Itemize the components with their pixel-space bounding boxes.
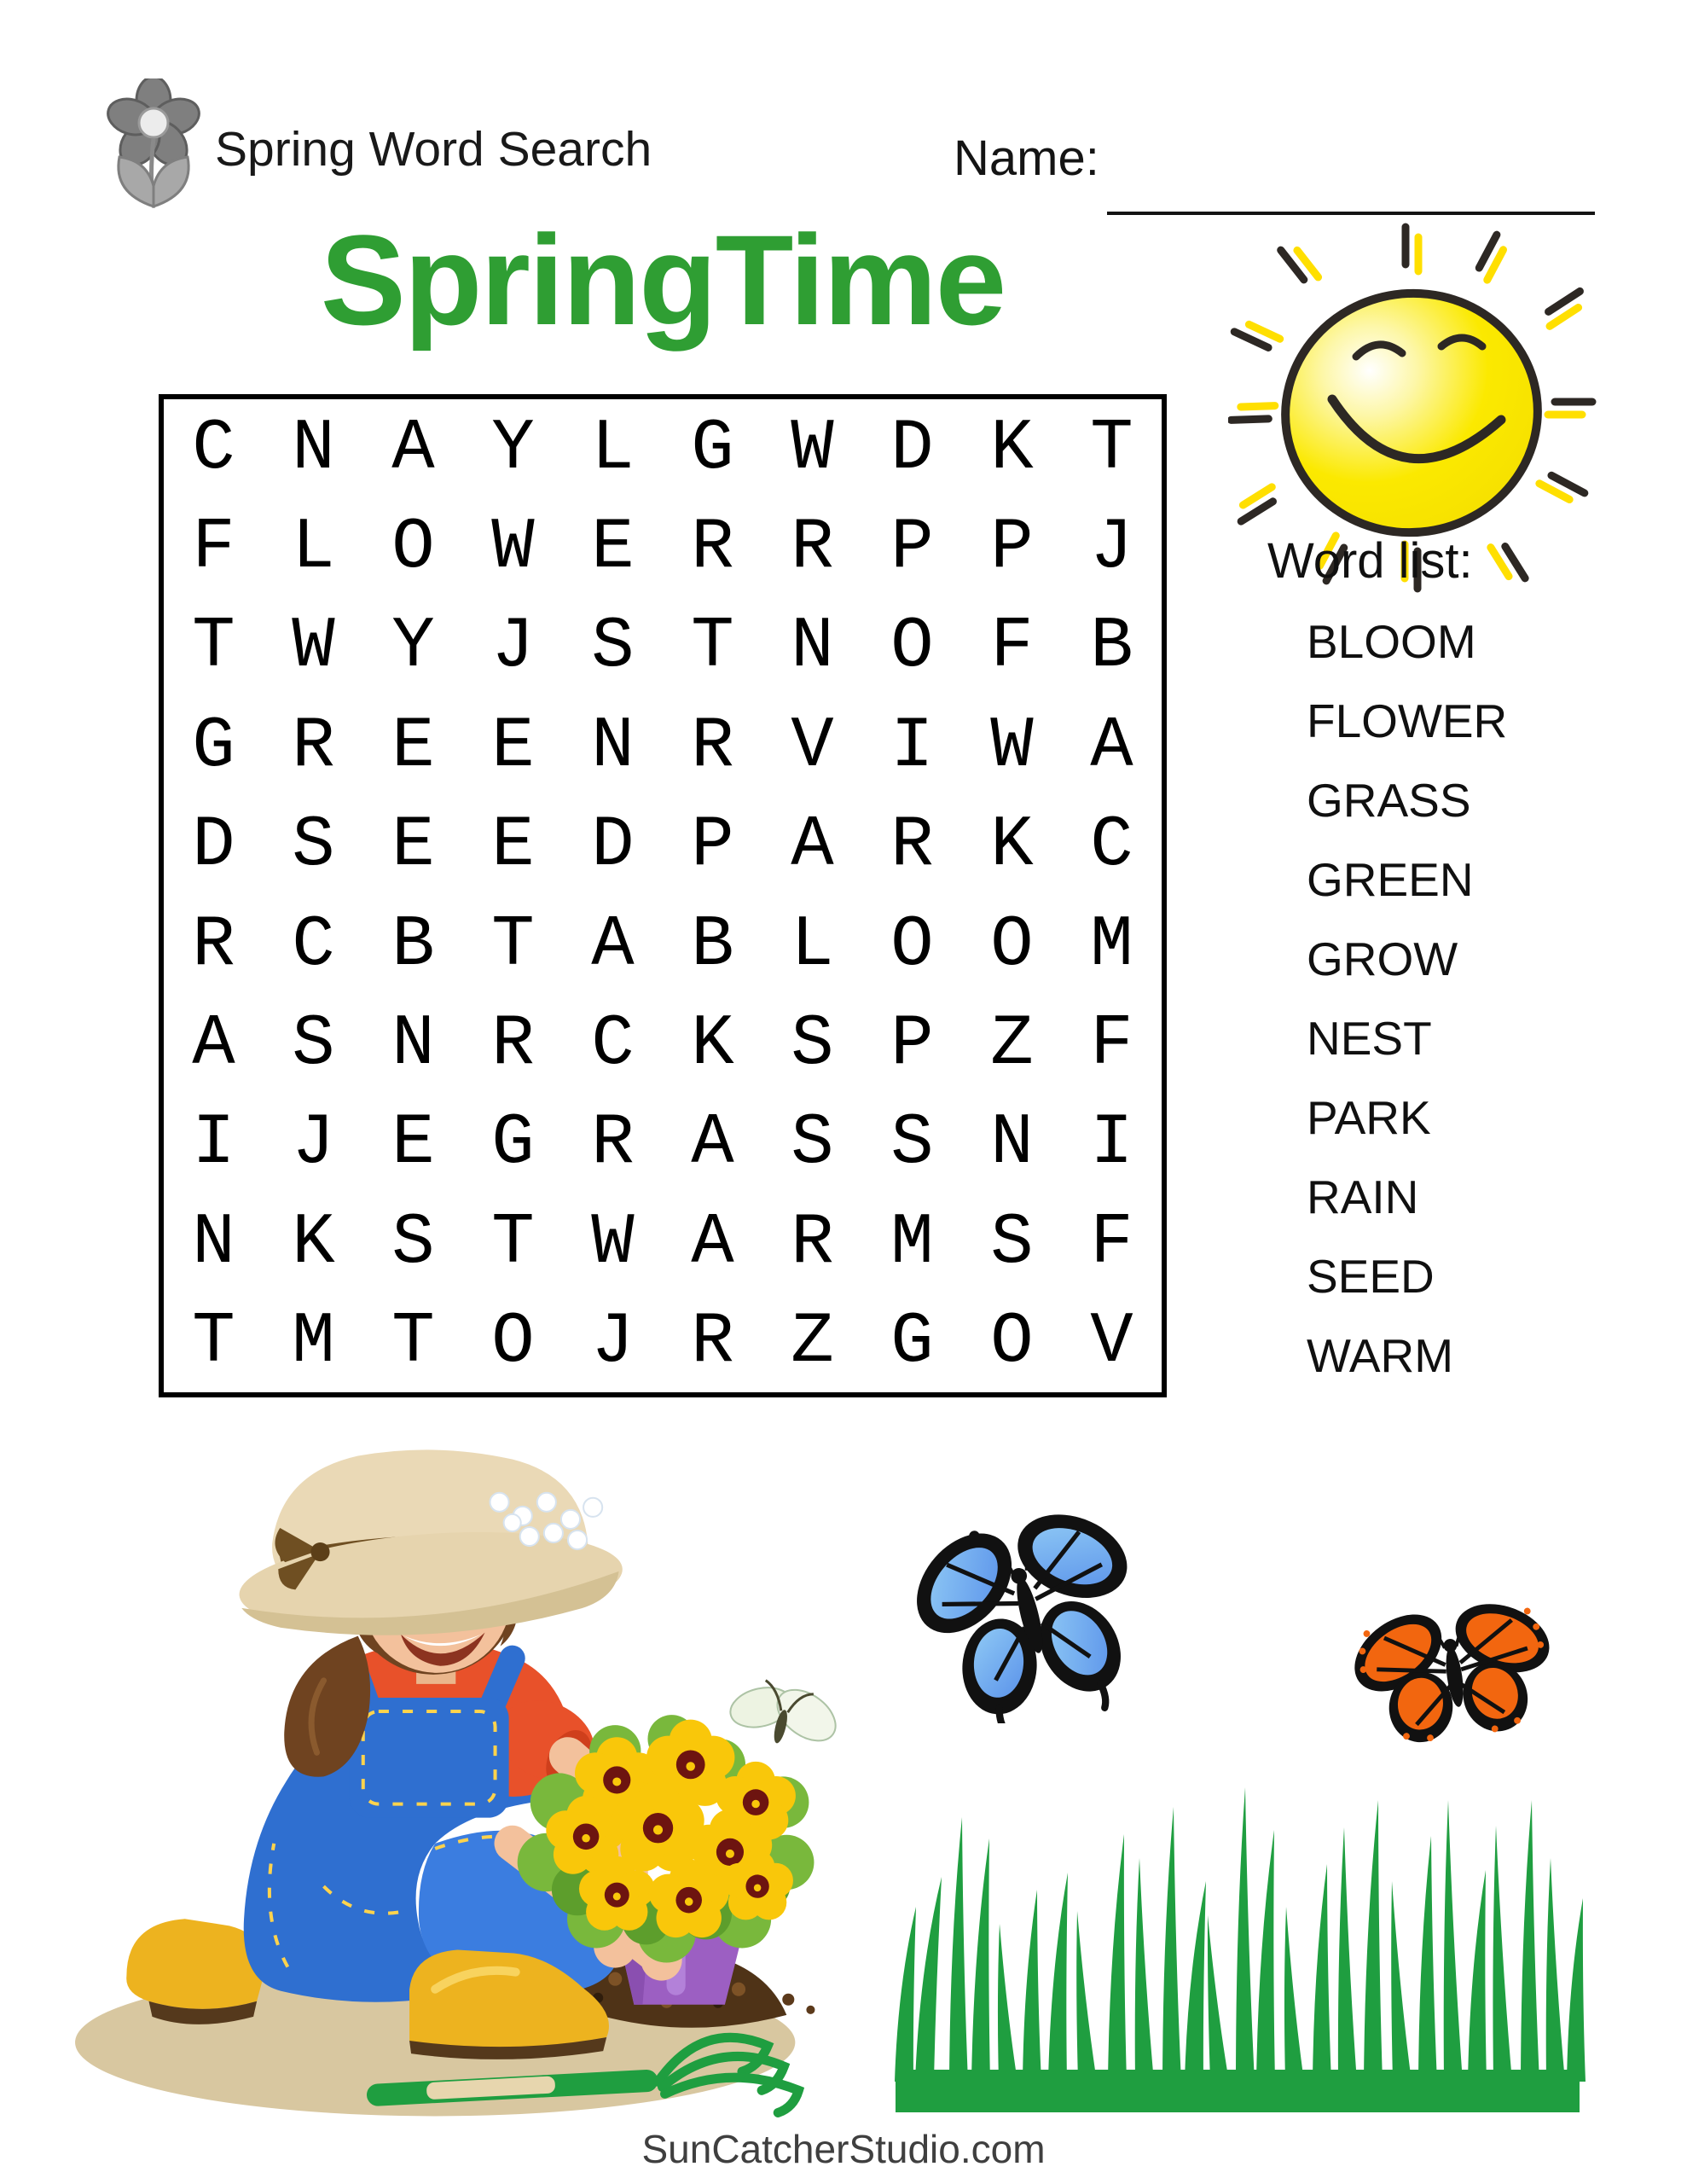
page-title: Spring Word Search (215, 122, 652, 177)
grid-cell[interactable]: B (1090, 607, 1133, 688)
word-item: WARM (1307, 1329, 1454, 1382)
grid-cell[interactable]: S (990, 1202, 1034, 1284)
word-grid (164, 399, 1162, 1392)
grid-cell[interactable]: C (192, 408, 235, 490)
grid-cell[interactable]: T (1090, 408, 1133, 490)
grid-cell[interactable]: K (990, 805, 1034, 887)
word-item: BLOOM (1307, 615, 1476, 668)
grid-cell[interactable]: E (391, 706, 435, 787)
name-blank-line[interactable] (1107, 169, 1595, 215)
grid-cell[interactable]: W (791, 408, 834, 490)
grid-cell[interactable]: M (1090, 904, 1133, 986)
grid-cell[interactable]: O (491, 1302, 535, 1384)
grid-cell[interactable]: R (691, 508, 734, 590)
grid-cell[interactable]: F (1090, 1004, 1133, 1086)
grass-illustration (880, 1781, 1601, 2116)
word-item: PARK (1307, 1091, 1431, 1144)
grid-cell[interactable]: N (791, 607, 834, 688)
grid-cell[interactable]: J (491, 607, 535, 688)
grid-cell[interactable]: E (491, 805, 535, 887)
grid-cell[interactable]: V (1090, 1302, 1133, 1384)
grid-cell[interactable]: T (491, 904, 535, 986)
grid-cell[interactable]: Y (391, 607, 435, 688)
grid-cell[interactable]: J (1090, 508, 1133, 590)
grid-cell[interactable]: I (890, 706, 934, 787)
word-item: NEST (1307, 1012, 1432, 1065)
grid-cell[interactable]: A (591, 904, 635, 986)
grid-cell[interactable]: S (791, 1103, 834, 1185)
word-list-label: Word list: (1267, 533, 1473, 589)
grid-cell[interactable]: E (491, 706, 535, 787)
grid-cell[interactable]: D (890, 408, 934, 490)
grid-cell[interactable]: R (591, 1103, 635, 1185)
grid-cell[interactable]: B (691, 904, 734, 986)
grid-cell[interactable]: F (990, 607, 1034, 688)
grid-cell[interactable]: I (1090, 1103, 1133, 1185)
grid-cell[interactable]: N (990, 1103, 1034, 1185)
grid-cell[interactable]: G (192, 706, 235, 787)
grid-cell[interactable]: R (791, 508, 834, 590)
white-butterfly-icon (718, 1665, 851, 1758)
grid-cell[interactable]: C (292, 904, 335, 986)
grid-cell[interactable]: Z (990, 1004, 1034, 1086)
word-item: GRASS (1307, 774, 1471, 827)
grid-cell[interactable]: W (491, 508, 535, 590)
grid-cell[interactable]: N (391, 1004, 435, 1086)
grid-cell[interactable]: S (890, 1103, 934, 1185)
grid-cell[interactable]: Z (791, 1302, 834, 1384)
grid-cell[interactable]: N (192, 1202, 235, 1284)
grid-cell[interactable]: K (691, 1004, 734, 1086)
grid-cell[interactable]: T (192, 1302, 235, 1384)
grid-cell[interactable]: L (292, 508, 335, 590)
grid-cell[interactable]: A (391, 408, 435, 490)
grid-cell[interactable]: O (890, 607, 934, 688)
grid-cell[interactable]: R (691, 706, 734, 787)
grid-cell[interactable]: F (1090, 1202, 1133, 1284)
grid-cell[interactable]: S (292, 1004, 335, 1086)
grid-cell[interactable]: G (691, 408, 734, 490)
grid-cell[interactable]: E (391, 1103, 435, 1185)
grid-cell[interactable]: T (391, 1302, 435, 1384)
grid-cell[interactable]: L (591, 408, 635, 490)
grid-cell[interactable]: R (292, 706, 335, 787)
grid-cell[interactable]: A (1090, 706, 1133, 787)
grid-cell[interactable]: T (192, 607, 235, 688)
grid-cell[interactable]: O (990, 904, 1034, 986)
grid-cell[interactable]: R (890, 805, 934, 887)
grid-cell[interactable]: S (791, 1004, 834, 1086)
grid-cell[interactable]: T (691, 607, 734, 688)
puzzle-title: SpringTime (320, 208, 1006, 351)
grid-cell[interactable]: D (192, 805, 235, 887)
grid-cell[interactable]: B (391, 904, 435, 986)
grid-cell[interactable]: F (192, 508, 235, 590)
grid-cell[interactable]: W (292, 607, 335, 688)
word-item: SEED (1307, 1250, 1435, 1303)
grid-cell[interactable]: Y (491, 408, 535, 490)
grid-cell[interactable]: G (491, 1103, 535, 1185)
grid-cell[interactable]: O (391, 508, 435, 590)
monarch-butterfly-icon (1349, 1585, 1558, 1756)
word-item: GREEN (1307, 853, 1474, 906)
grid-cell[interactable]: L (791, 904, 834, 986)
grid-cell[interactable]: G (890, 1302, 934, 1384)
grid-cell[interactable]: A (691, 1103, 734, 1185)
sun-hat (236, 1449, 626, 1647)
grid-cell[interactable]: C (1090, 805, 1133, 887)
grid-cell[interactable]: P (890, 1004, 934, 1086)
grid-cell[interactable]: S (591, 607, 635, 688)
grid-cell[interactable]: R (491, 1004, 535, 1086)
grid-cell[interactable]: J (292, 1103, 335, 1185)
grid-cell[interactable]: J (591, 1302, 635, 1384)
footer-website: SunCatcherStudio.com (641, 2127, 1046, 2171)
grid-cell[interactable]: V (791, 706, 834, 787)
blue-butterfly-icon (913, 1484, 1143, 1723)
grid-cell[interactable]: R (691, 1302, 734, 1384)
grid-cell[interactable]: P (890, 508, 934, 590)
grid-cell[interactable]: S (292, 805, 335, 887)
grid-cell[interactable]: W (990, 706, 1034, 787)
grid-cell[interactable]: P (691, 805, 734, 887)
grid-cell[interactable]: I (192, 1103, 235, 1185)
grid-cell[interactable]: T (491, 1202, 535, 1284)
word-item: RAIN (1307, 1170, 1419, 1223)
grid-cell[interactable]: K (292, 1202, 335, 1284)
grid-cell[interactable]: R (192, 904, 235, 986)
grid-cell[interactable]: K (990, 408, 1034, 490)
word-item: FLOWER (1307, 694, 1508, 747)
name-label: Name: (954, 131, 1099, 186)
girl-gardening-illustration (67, 1440, 907, 2135)
word-search-box (159, 394, 1167, 1397)
grid-cell[interactable]: E (391, 805, 435, 887)
grid-cell[interactable]: E (591, 508, 635, 590)
grid-cell[interactable]: N (591, 706, 635, 787)
grid-cell[interactable]: S (391, 1202, 435, 1284)
grid-cell[interactable]: M (890, 1202, 934, 1284)
grid-cell[interactable]: A (691, 1202, 734, 1284)
grid-cell[interactable]: P (990, 508, 1034, 590)
grid-cell[interactable]: O (990, 1302, 1034, 1384)
grid-cell[interactable]: A (192, 1004, 235, 1086)
grid-cell[interactable]: N (292, 408, 335, 490)
flower-icon (101, 78, 206, 212)
grid-cell[interactable]: R (791, 1202, 834, 1284)
grid-cell[interactable]: D (591, 805, 635, 887)
word-item: GROW (1307, 932, 1458, 985)
grid-cell[interactable]: A (791, 805, 834, 887)
word-list (1307, 602, 1507, 1396)
grid-cell[interactable]: M (292, 1302, 335, 1384)
grid-cell[interactable]: C (591, 1004, 635, 1086)
grid-cell[interactable]: W (591, 1202, 635, 1284)
grid-cell[interactable]: O (890, 904, 934, 986)
